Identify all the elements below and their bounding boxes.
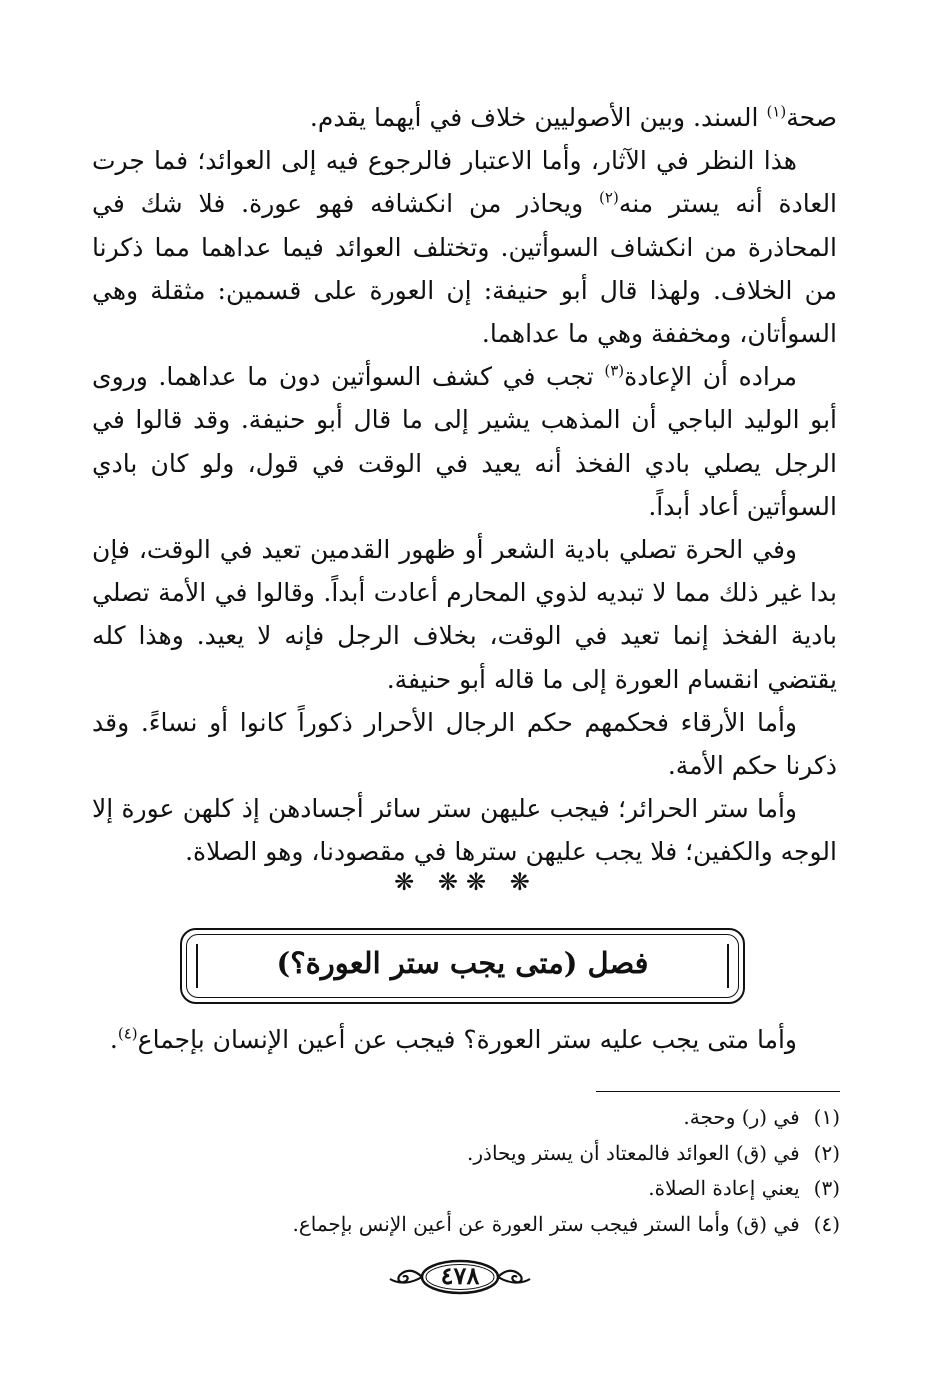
paragraph-text: وأما متى يجب عليه ستر العورة؟ فيجب عن أعين الإنسان بإجماع — [137, 1025, 797, 1054]
footnote-text: في (ر) وحجة. — [683, 1105, 800, 1129]
footnote-number: (٤) — [813, 1211, 840, 1236]
paragraph-6: وأما ستر الحرائر؛ فيجب عليهن ستر سائر أجسادهن إذ كلهن عورة إلا الوجه والكفين؛ فلا يجب عليهن سترها في مقصودنا، وهو الصلاة. — [92, 794, 837, 867]
footnote-ref-3[interactable]: (٣) — [604, 361, 625, 380]
footnote-2 — [200, 1136, 840, 1172]
main-text — [92, 96, 837, 874]
footnote-number: (١) — [813, 1105, 840, 1129]
section-separator: ❋ ❋❋ ❋ — [394, 868, 538, 896]
paragraph-1 — [92, 96, 837, 139]
footnote-number: (٣) — [813, 1176, 840, 1200]
paragraph-text: . — [109, 1025, 118, 1054]
paragraph-text: مراده أن الإعادة — [624, 362, 797, 392]
footnote-1 — [200, 1100, 840, 1136]
footnote-ref-1[interactable]: (١) — [766, 102, 787, 121]
section-heading-frame — [180, 928, 745, 1004]
paragraph-text: السند. وبين الأصوليين خلاف في أيهما يقدم. — [309, 103, 767, 132]
footnote-number: (٢) — [813, 1140, 840, 1165]
section-paragraph — [92, 1018, 837, 1061]
paragraph-text: هذا النظر في الآثار، وأما الاعتبار فالرجوع فيه إلى العوائد؛ فما جرت العادة أنه يستر منه — [92, 146, 838, 219]
paragraph-text: تجب في كشف السوأتين دون ما عداهما. وروى أبو الوليد الباجي أن المذهب يشير إلى ما قال أبو حنيفة. وقد قالوا في الرجل يصلي بادي الفخذ أنه يعيد في الوقت في قول، ولو كان بادي السوأتين أعاد أبداً. — [92, 362, 838, 521]
footnote-4 — [200, 1207, 840, 1243]
paragraph-5: وأما الأرقاء فحكمهم حكم الرجال الأحرار ذكوراً كانوا أو نساءً. وقد ذكرنا حكم الأمة. — [92, 707, 837, 781]
page-number: ٤٧٨ — [440, 1261, 480, 1290]
footnote-ref-2[interactable]: (٢) — [599, 189, 619, 208]
footnote-ref-4[interactable]: (٤) — [117, 1024, 138, 1043]
paragraph-4: وفي الحرة تصلي بادية الشعر أو ظهور القدمين تعيد في الوقت، فإن بدا غير ذلك مما لا تبديه لذوي المحارم أعادت أبداً. وقالوا في الأمة تصلي بادية الفخذ إنما تعيد في الوقت، بخلاف الرجل فإنه لا يعيد. وهذا كله يقتضي انقسام العورة إلى ما قاله أبو حنيفة. — [92, 535, 837, 694]
footnote-text: يعني إعادة الصلاة. — [648, 1176, 800, 1200]
footnote-text: في (ق) العوائد فالمعتاد أن يستر ويحاذر. — [467, 1140, 800, 1165]
footnote-text: في (ق) وأما الستر فيجب ستر العورة عن أعين الإنس بإجماع. — [292, 1211, 800, 1236]
footnote-3 — [200, 1171, 840, 1207]
footnote-divider — [596, 1091, 840, 1092]
paragraph-2 — [92, 139, 837, 355]
page-number-ornament — [386, 1257, 534, 1297]
section-heading: فصل (متى يجب ستر العورة؟) — [276, 946, 649, 980]
paragraph-3 — [92, 355, 837, 528]
footnotes — [200, 1100, 840, 1242]
paragraph-text: ويحاذر من انكشافه فهو عورة. فلا شك في المحاذرة من انكشاف السوأتين. وتختلف العوائد فيما عداهما مما ذكرنا من الخلاف. ولهذا قال أبو حنيفة: إن العورة على قسمين: مثقلة وهي السوأتان، ومخففة وهي ما عداهما. — [92, 189, 837, 349]
paragraph-text: صحة — [786, 103, 837, 132]
